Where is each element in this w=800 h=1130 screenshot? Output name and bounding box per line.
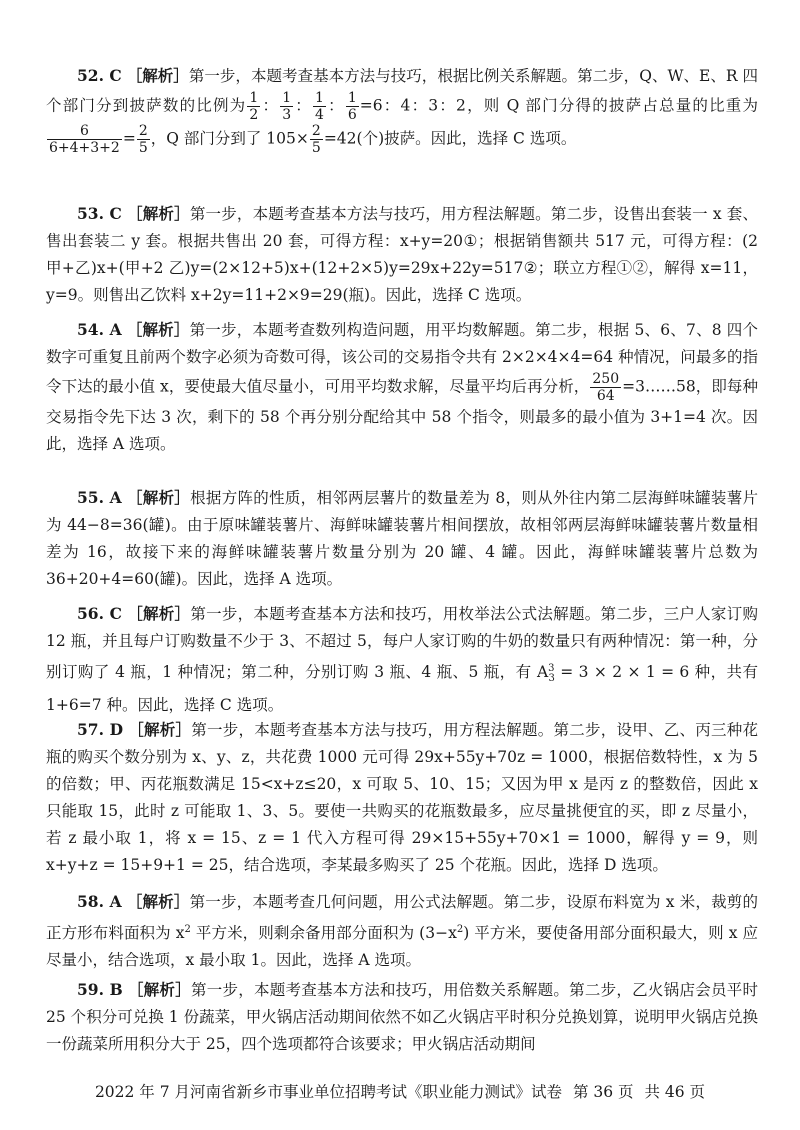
ratio-separator: ： [294, 96, 313, 115]
fraction: $\frac{1}{6}$ [347, 90, 357, 124]
answer-text: =6：4：3：2，则 Q 部门分得的披萨占总量的比重为 [359, 96, 758, 115]
answer-56 [46, 600, 758, 719]
analysis-tag: ［解析］ [126, 66, 189, 85]
answer-text: ，Q 部门分到了 105× [150, 129, 309, 148]
page-footer [0, 1080, 800, 1104]
answer-text: 第一步，本题考查基本方法与技巧，用方程法解题。第二步，设甲、乙、丙三种花瓶的购买个数分别为 x、y、z，共花费 1000 元可得 29x+55y+70z = 1000，根据倍数特性，x 为 5 的倍数；甲、丙花瓶数满足 15<x+z≤20，x 可取 5、10、15；又因为甲 x 是丙 z 的整数倍，因此 x 只能取 15，此时 z 可能取 1、3、5。要使一共购买的花瓶数最多，应尽量挑便宜的买，即 z 尽量小，若 z 最小取 1，将 x = 15、z = 1 代入方程可得 29×15+55y+70×1 = 1000，解得 y = 9，则 x+y+z = 15+9+1 = 25，结合选项，李某最多购买了 25 个花瓶。因此，选择 D 选项。 [46, 721, 758, 874]
analysis-tag: ［解析］ [128, 720, 192, 739]
answer-text: = [122, 129, 136, 148]
fraction: $\frac{250}{64}$ [592, 371, 620, 405]
fraction: $\frac{6}{6+4+3+2}$ [49, 123, 120, 157]
answer-58 [46, 888, 758, 974]
superscript: 3 [548, 663, 555, 674]
total-pages: 共 46 页 [644, 1083, 706, 1101]
answer-number: 54. A [77, 320, 122, 339]
answer-text: 第一步，本题考查基本方法与技巧，根据比例关系解题。第二步，Q、W、E、R 四个部门分到披萨数的比例为 [46, 67, 758, 115]
superscript: 2 [456, 924, 464, 935]
answer-59 [46, 976, 758, 1058]
answer-text: 第一步，本题考查基本方法与技巧，用方程法解题。第二步，设售出套装一 x 套、售出套装二 y 套。根据共售出 20 套，可得方程：x+y=20①；根据销售额共 517 元，可得方程：(2 甲+乙)x+(甲+2 乙)y=(2×12+5)x+(12+2×5)y=29x+22y=517②；联立方程①②，解得 x=11，y=9。则售出乙饮料 x+2y=11+2×9=29(瓶)。因此，选择 C 选项。 [46, 205, 758, 304]
answer-number: 59. B [77, 980, 123, 999]
fraction: $\frac{1}{4}$ [315, 90, 324, 124]
answer-text: 第一步，本题考查数列构造问题，用平均数解题。第二步，根据 5、6、7、8 四个数字可重复且前两个数字必须为奇数可得，该公司的交易指令共有 2×2×4×4=64 种情况，问最多的指令下达的最小值 x，要使最大值尽量小，可用平均数求解，尽量平均后再分析， [46, 321, 758, 396]
subscript: 3 [548, 673, 555, 685]
ratio-separator: ： [261, 96, 280, 115]
analysis-tag: ［解析］ [127, 604, 191, 623]
answer-text: 平方米，则剩余备用部分面积为 (3−x [190, 924, 457, 943]
answer-text: 第一步，本题考查基本方法和技巧，用枚举法公式法解题。第二步，三户人家订购 12 瓶，并且每户订购数量不少于 3、不超过 5，每户人家订购的牛奶的数量只有两种情况：第一种，分别订购了 4 瓶，1 种情况；第二种，分别订购 3 瓶、4 瓶、5 瓶，有 A [46, 605, 758, 682]
superscript: 2 [184, 924, 191, 935]
fraction: $\frac{1}{3}$ [282, 90, 292, 124]
answer-text: ) 平方米，要使备用部分面积最大，则 x 应尽量小，结合选项，x 最小取 1。因此，选择 A 选项。 [46, 924, 759, 970]
answer-52 [46, 62, 758, 156]
answer-number: 57. D [77, 720, 124, 739]
answer-number: 55. A [77, 488, 122, 507]
page-number: 第 36 页 [572, 1083, 634, 1101]
fraction: $\frac{2}{5}$ [311, 123, 321, 157]
analysis-tag: ［解析］ [127, 204, 190, 223]
answer-57 [46, 716, 758, 879]
answer-text: 第一步，本题考查基本方法和技巧，用倍数关系解题。第二步，乙火锅店会员平时 25 个积分可兑换 1 份蔬菜，甲火锅店活动期间依然不如乙火锅店平时积分兑换划算，说明甲火锅店兑换一份蔬菜所用积分大于 25，四个选项都符合该要求；甲火锅店活动期间 [46, 981, 758, 1053]
answer-53 [46, 200, 758, 309]
answer-text: =3……58，即每种交易指令先下达 3 次，剩下的 58 个再分别分配给其中 58 个指令，则最多的最小值为 3+1=4 次。因此，选择 A 选项。 [46, 377, 758, 454]
fraction: $\frac{2}{5}$ [138, 123, 148, 157]
answer-55 [46, 484, 758, 593]
analysis-tag: ［解析］ [126, 892, 190, 911]
answer-text: = 3 × 2 × 1 = 6 种，共有 1+6=7 种。因此，选择 C 选项。 [46, 663, 758, 715]
analysis-tag: ［解析］ [127, 980, 191, 999]
answer-number: 56. C [77, 604, 122, 623]
answer-number: 52. C [77, 66, 122, 85]
fraction: $\frac{1}{2}$ [249, 90, 259, 124]
answer-text: 第一步，本题考查几何问题，用公式法解题。第二步，设原布料宽为 x 米，裁剪的正方形布料面积为 x [46, 893, 758, 943]
exam-title: 2022 年 7 月河南省新乡市事业单位招聘考试《职业能力测试》试卷 [94, 1083, 563, 1101]
answer-54 [46, 316, 758, 458]
answer-text: =42(个)披萨。因此，选择 C 选项。 [323, 129, 577, 148]
answer-number: 53. C [77, 204, 122, 223]
analysis-tag: ［解析］ [126, 320, 190, 339]
answer-text: 根据方阵的性质，相邻两层薯片的数量差为 8，则从外往内第二层海鲜味罐装薯片为 44−8=36(罐)。由于原味罐装薯片、海鲜味罐装薯片相间摆放，故相邻两层海鲜味罐装薯片数量相差为 16，故接下来的海鲜味罐装薯片数量分别为 20 罐、4 罐。因此，海鲜味罐装薯片总数为 36+20+4=60(罐)。因此，选择 A 选项。 [46, 489, 758, 588]
analysis-tag: ［解析］ [126, 488, 191, 507]
ratio-separator: ： [326, 96, 345, 115]
answer-number: 58. A [77, 892, 122, 911]
